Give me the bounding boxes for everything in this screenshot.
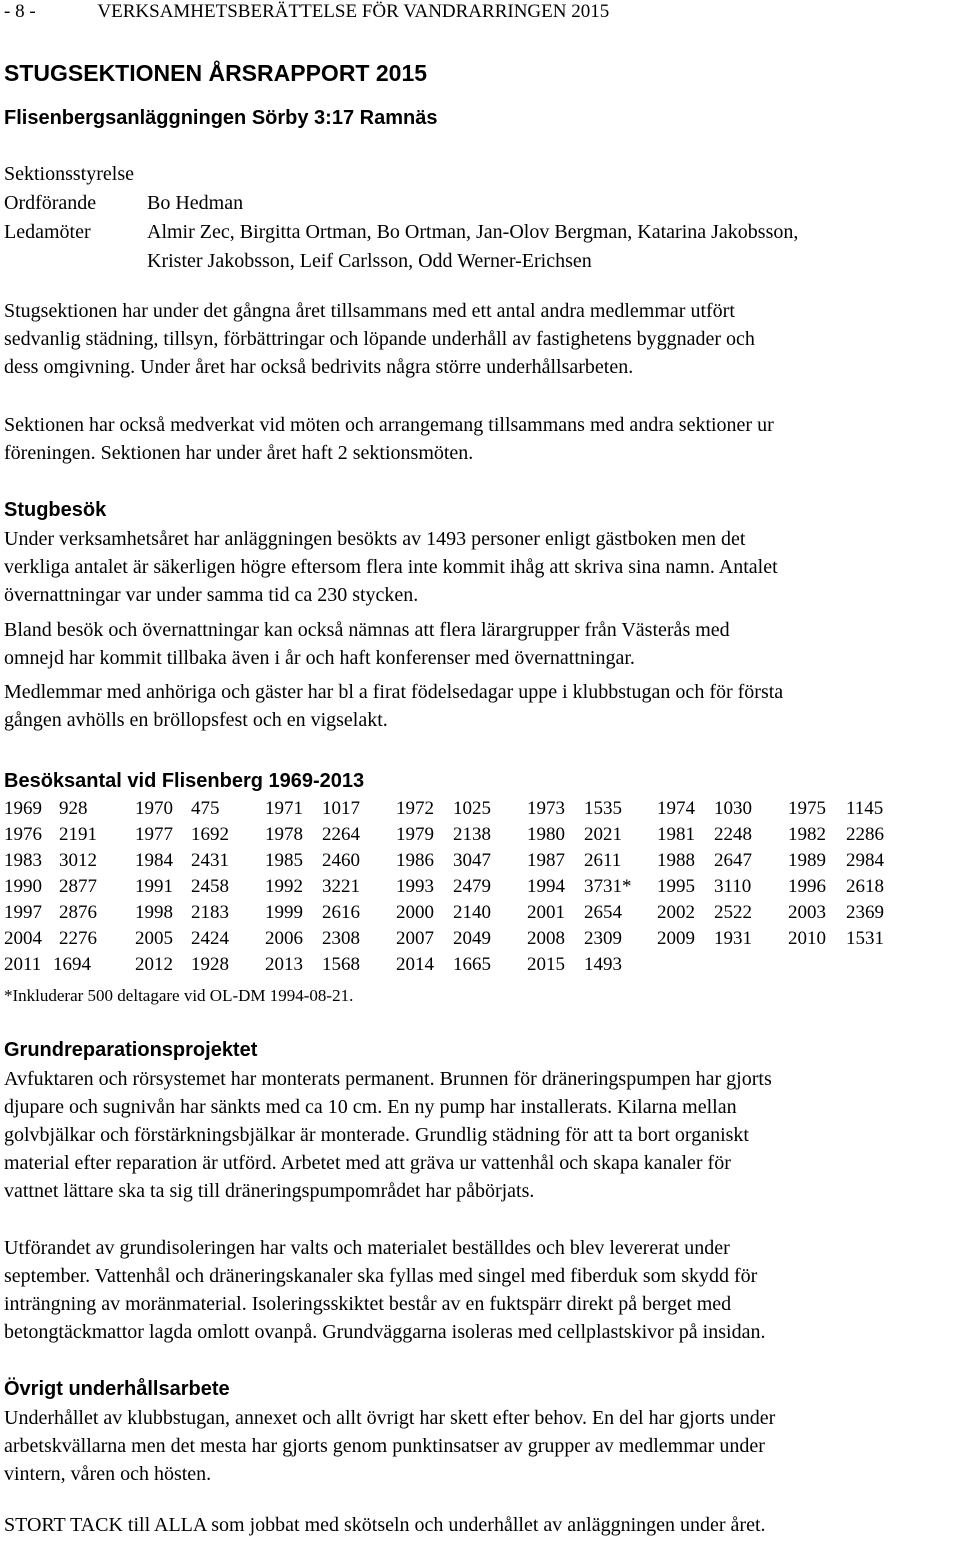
table-year: 1983 (4, 850, 42, 871)
table-year: 1990 (4, 876, 42, 897)
table-count: 1025 (453, 798, 491, 819)
table-count: 2308 (322, 928, 360, 949)
table-count: 2286 (846, 824, 884, 845)
table-year: 1997 (4, 902, 42, 923)
table-year: 1976 (4, 824, 42, 845)
members-line: Krister Jakobsson, Leif Carlsson, Odd Werner-Erichsen (147, 250, 592, 272)
table-year: 1994 (527, 876, 565, 897)
table-year: 1985 (265, 850, 303, 871)
table-year: 1988 (657, 850, 695, 871)
table-year: 2009 (657, 928, 695, 949)
table-year: 1986 (396, 850, 434, 871)
table-year: 2011 (4, 954, 42, 975)
table-year: 1982 (788, 824, 826, 845)
table-count: 3110 (714, 876, 752, 897)
chair-name: Bo Hedman (147, 192, 244, 214)
table-year: 2006 (265, 928, 303, 949)
table-year: 1975 (788, 798, 826, 819)
text-line: arbetskvällarna men det mesta har gjorts genom punktinsatser av grupper av medlemmar under (4, 1435, 765, 1457)
table-count: 1531 (846, 928, 884, 949)
table-count: 475 (191, 798, 220, 819)
text-line: övernattningar var under samma tid ca 230 stycken. (4, 584, 419, 606)
table-count: 1017 (322, 798, 360, 819)
table-count: 2183 (191, 902, 229, 923)
visits-paragraph-2 (4, 616, 956, 672)
table-year: 1995 (657, 876, 695, 897)
table-count: 2369 (846, 902, 884, 923)
text-line: betongtäckmattor lagda omlott ovanpå. Grundväggarna isoleras med cellplastskivor på insidan. (4, 1321, 766, 1343)
text-line: djupare och sugnivån har sänkts med ca 10 cm. En ny pump har installerats. Kilarna mellan (4, 1096, 737, 1118)
table-year: 1998 (135, 902, 173, 923)
table-count: 2021 (584, 824, 622, 845)
text-line: Stugsektionen har under det gångna året tillsammans med ett antal andra medlemmar utfört (4, 300, 735, 322)
table-year: 1993 (396, 876, 434, 897)
table-year: 2008 (527, 928, 565, 949)
table-count: 928 (59, 798, 88, 819)
table-count: 1665 (453, 954, 491, 975)
intro-paragraph (4, 297, 956, 381)
table-year: 1991 (135, 876, 173, 897)
text-line: Bland besök och övernattningar kan också nämnas att flera lärargrupper från Västerås med (4, 619, 730, 641)
repair-paragraph-2 (4, 1234, 956, 1346)
table-count: 2140 (453, 902, 491, 923)
table-year: 1996 (788, 876, 826, 897)
other-paragraph (4, 1404, 956, 1488)
table-count: 1694 (53, 954, 91, 975)
text-line: inträngning av moränmaterial. Isoleringsskiktet består av en fuktspärr direkt på berget med (4, 1293, 732, 1315)
table-year: 1978 (265, 824, 303, 845)
table-count: 2876 (59, 902, 97, 923)
page-title: STUGSEKTIONEN ÅRSRAPPORT 2015 (4, 60, 428, 86)
table-count: 1692 (191, 824, 229, 845)
text-line: Medlemmar med anhöriga och gäster har bl a firat födelsedagar uppe i klubbstugan och för första (4, 681, 784, 703)
text-line: golvbjälkar och förstärkningsbjälkar är monterade. Grundlig städning för att ta bort organiskt (4, 1124, 749, 1146)
visitor-table-heading: Besöksantal vid Flisenberg 1969-2013 (4, 770, 365, 792)
table-year: 1972 (396, 798, 434, 819)
table-count: 2984 (846, 850, 884, 871)
text-line: föreningen. Sektionen har under året haft 2 sektionsmöten. (4, 442, 474, 464)
table-year: 1969 (4, 798, 42, 819)
table-count: 1030 (714, 798, 752, 819)
text-line: sedvanlig städning, tillsyn, förbättringar och löpande underhåll av fastighetens byggnader och (4, 328, 755, 350)
repair-paragraph-1 (4, 1065, 956, 1205)
table-year: 2007 (396, 928, 434, 949)
table-count: 1928 (191, 954, 229, 975)
table-count: 2611 (584, 850, 622, 871)
text-line: material efter reparation är utförd. Arbetet med att gräva ur vattenhål och skapa kanaler för (4, 1152, 731, 1174)
text-line: september. Vattenhål och dräneringskanaler ska fyllas med singel med fiberduk som skydd för (4, 1265, 758, 1287)
table-year: 2015 (527, 954, 565, 975)
members-line: Almir Zec, Birgitta Ortman, Bo Ortman, Jan-Olov Bergman, Katarina Jakobsson, (147, 221, 799, 243)
table-year: 1989 (788, 850, 826, 871)
thanks-line: STORT TACK till ALLA som jobbat med skötseln och underhållet av anläggningen under året. (4, 1514, 766, 1536)
table-year: 1970 (135, 798, 173, 819)
table-year: 2001 (527, 902, 565, 923)
table-count: 1931 (714, 928, 752, 949)
visits-paragraph-1 (4, 525, 956, 609)
table-year: 2010 (788, 928, 826, 949)
table-year: 1977 (135, 824, 173, 845)
table-year: 1973 (527, 798, 565, 819)
table-year: 2002 (657, 902, 695, 923)
table-year: 2013 (265, 954, 303, 975)
table-footnote: *Inkluderar 500 deltagare vid OL-DM 1994-08-21. (4, 986, 354, 1005)
visits-heading: Stugbesök (4, 499, 107, 521)
page-header: - 8 - VERKSAMHETSBERÄTTELSE FÖR VANDRARRINGEN 2015 (4, 1, 610, 22)
table-year: 1999 (265, 902, 303, 923)
table-count: 2424 (191, 928, 229, 949)
text-line: dess omgivning. Under året har också bedrivits några större underhållsarbeten. (4, 356, 634, 378)
table-year: 1984 (135, 850, 173, 871)
text-line: omnejd har kommit tillbaka även i år och haft konferenser med övernattningar. (4, 647, 635, 669)
table-count: 2479 (453, 876, 491, 897)
text-line: Utförandet av grundisoleringen har valts och materialet beställdes och blev levererat under (4, 1237, 730, 1259)
table-year: 1981 (657, 824, 695, 845)
table-count: 2138 (453, 824, 491, 845)
table-count: 2276 (59, 928, 97, 949)
board-heading: Sektionsstyrelse (4, 163, 134, 185)
table-count: 2647 (714, 850, 752, 871)
table-count: 2616 (322, 902, 360, 923)
table-count: 3047 (453, 850, 491, 871)
table-count: 2309 (584, 928, 622, 949)
table-year: 2003 (788, 902, 826, 923)
table-year: 1971 (265, 798, 303, 819)
text-line: gången avhölls en bröllopsfest och en vigselakt. (4, 709, 388, 731)
table-count: 3012 (59, 850, 97, 871)
text-line: verkliga antalet är säkerligen högre eftersom flera inte kommit ihåg att skriva sina namn. Antalet (4, 556, 778, 578)
table-count: 2877 (59, 876, 97, 897)
table-count: 2264 (322, 824, 360, 845)
text-line: Under verksamhetsåret har anläggningen besökts av 1493 personer enligt gästboken men det (4, 528, 746, 550)
table-count: 3221 (322, 876, 360, 897)
chair-role: Ordförande (4, 192, 97, 214)
table-year: 2014 (396, 954, 434, 975)
table-count: 1493 (584, 954, 622, 975)
members-role: Ledamöter (4, 221, 91, 243)
repair-heading: Grundreparationsprojektet (4, 1039, 258, 1061)
table-year: 1979 (396, 824, 434, 845)
table-year: 2000 (396, 902, 434, 923)
text-line: Underhållet av klubbstugan, annexet och allt övrigt har skett efter behov. En del har gjorts under (4, 1407, 776, 1429)
table-year: 2004 (4, 928, 42, 949)
meetings-paragraph (4, 411, 956, 467)
table-count: 2431 (191, 850, 229, 871)
visits-paragraph-3 (4, 678, 956, 734)
table-count: 2191 (59, 824, 97, 845)
text-line: vintern, våren och hösten. (4, 1463, 212, 1485)
table-count: 1535 (584, 798, 622, 819)
page-subtitle: Flisenbergsanläggningen Sörby 3:17 Ramnäs (4, 107, 438, 129)
table-count: 2460 (322, 850, 360, 871)
table-year: 1987 (527, 850, 565, 871)
table-count: 1568 (322, 954, 360, 975)
text-line: vattnet lättare ska ta sig till dräneringspumpområdet har påbörjats. (4, 1180, 535, 1202)
table-count: 2049 (453, 928, 491, 949)
table-count: 3731* (584, 876, 632, 897)
table-year: 1992 (265, 876, 303, 897)
table-year: 1974 (657, 798, 695, 819)
table-count: 2248 (714, 824, 752, 845)
text-line: Sektionen har också medverkat vid möten och arrangemang tillsammans med andra sektioner ur (4, 414, 774, 436)
text-line: Avfuktaren och rörsystemet har monterats permanent. Brunnen för dräneringspumpen har gjorts (4, 1068, 772, 1090)
table-count: 1145 (846, 798, 884, 819)
table-count: 2654 (584, 902, 622, 923)
table-year: 2005 (135, 928, 173, 949)
table-year: 1980 (527, 824, 565, 845)
other-heading: Övrigt underhållsarbete (4, 1378, 230, 1400)
table-year: 2012 (135, 954, 173, 975)
table-count: 2618 (846, 876, 884, 897)
table-count: 2522 (714, 902, 752, 923)
table-count: 2458 (191, 876, 229, 897)
